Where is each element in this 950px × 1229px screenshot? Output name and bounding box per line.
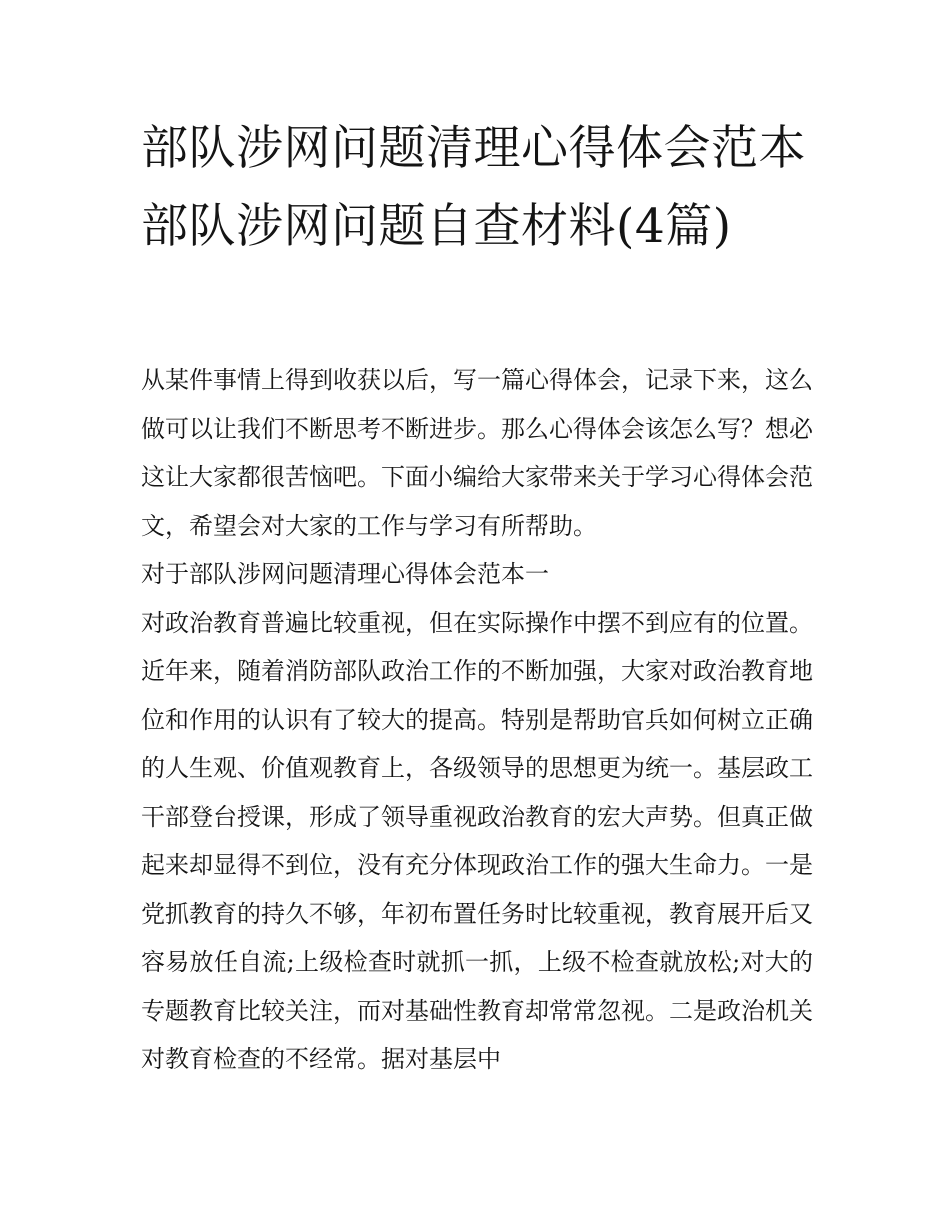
section-heading: 对于部队涉网问题清理心得体会范本一: [141, 560, 549, 588]
document-title: 部队涉网问题清理心得体会范本 部队涉网问题自查材料(4篇): [141, 121, 806, 254]
section-paragraph: 对政治教育普遍比较重视，但在实际操作中摆不到应有的位置。近年来，随着消防部队政治工作的不断加强，大家对政治教育地位和作用的认识有了较大的提高。特别是帮助官兵如何树立正确的人生观、价值观教育上，各级领导的思想更为统一。基层政工干部登台授课，形成了领导重视政治教育的宏大声势。但真正做起来却显得不到位，没有充分体现政治工作的强大生命力。一是党抓教育的持久不够，年初布置任务时比较重视，教育展开后又容易放任自流;上级检查时就抓一抓，上级不检查就放松;对大的专题教育比较关注，而对基础性教育却常常忽视。二是政治机关对教育检查的不经常。据对基层中: [141, 608, 813, 1073]
intro-paragraph: 从某件事情上得到收获以后，写一篇心得体会，记录下来，这么做可以让我们不断思考不断进步。那么心得体会该怎么写？想必这让大家都很苦恼吧。下面小编给大家带来关于学习心得体会范文，希望会对大家的工作与学习有所帮助。: [141, 366, 813, 540]
document-body: [141, 356, 813, 1084]
